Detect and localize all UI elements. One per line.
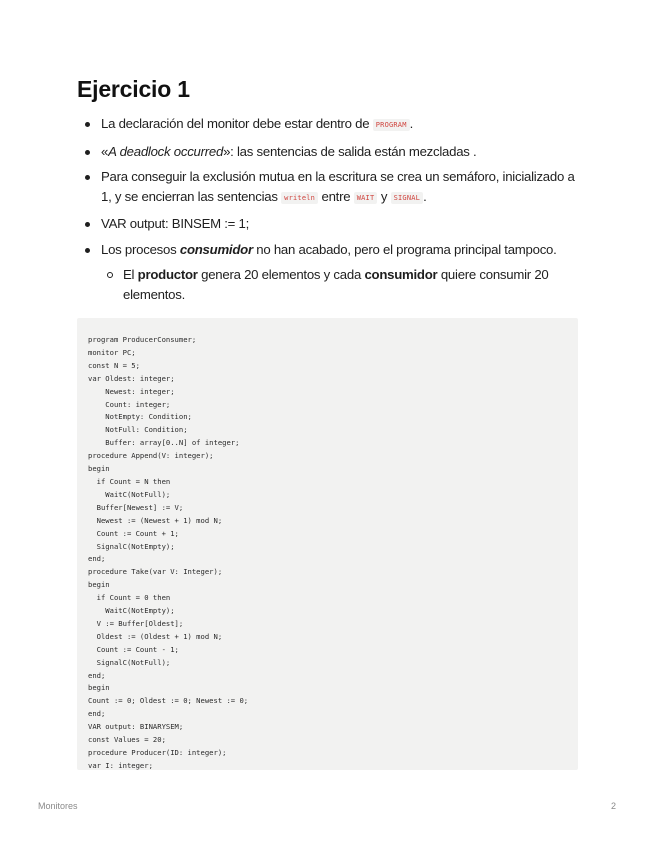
sub-list-item [101, 265, 577, 304]
list-item [77, 142, 577, 162]
inline-code: writeln [281, 192, 318, 204]
list-item [77, 167, 577, 208]
list-item [77, 214, 577, 234]
sub-text: quiere consumir 20 elementos. [123, 267, 549, 302]
bullet-text: : las sentencias de salida están mezcladas . [230, 143, 477, 159]
page-title: Ejercicio 1 [77, 76, 190, 102]
italic-text: A deadlock occurred [108, 143, 224, 159]
code-content: program ProducerConsumer; monitor PC; const N = 5; var Oldest: integer; Newest: integer; Count: integer; NotEmpty: Condition; NotFull: Condition; Buffer: array[0..N] of integer; procedure Append(V: integer); begin if Count = N then WaitC(NotFull); Buffer[Newest] := V; Newest := (Newest + 1) mod N; Count := Count + 1; SignalC(NotEmpty); end; procedure Take(var V: Integer); begin if Count = 0 then WaitC(NotEmpty); V := Buffer[Oldest]; Oldest := (Oldest + 1) mod N; Count := Count - 1; SignalC(NotFull); end; begin Count := 0; Oldest := 0; Newest := 0; end; VAR output: BINARYSEM; const Values = 20; procedure Producer(ID: integer); var I: integer; [88, 335, 249, 770]
list-item [77, 240, 577, 305]
bullet-text-tail: . [409, 116, 414, 131]
inline-code: PROGRAM [373, 119, 410, 131]
bullet-text-tail: . [423, 188, 427, 204]
bullet-text: Para conseguir la exclusión mutua en la escritura se crea un semáforo, inicializado a 1, y se encierran las sentencias [101, 169, 575, 204]
code-block [77, 318, 578, 770]
footer-section-title: Monitores [38, 801, 78, 811]
sub-list [101, 265, 577, 304]
bullet-text-mid: entre [321, 188, 351, 204]
inline-code: WAIT [354, 192, 378, 204]
bullet-text: Los procesos [101, 241, 177, 257]
bold-text: productor [137, 267, 198, 282]
inline-code: SIGNAL [391, 192, 424, 204]
bold-italic-text: consumidor [179, 241, 253, 257]
sub-text: genera 20 elementos y cada [201, 267, 362, 282]
bullet-text: VAR output: BINSEM := 1; [101, 216, 250, 231]
bold-text: consumidor [364, 267, 438, 282]
bullet-text: no han acabado, pero el programa principal tampoco. [256, 241, 557, 257]
list-item [77, 114, 577, 136]
bullet-list [77, 114, 577, 310]
quote-open: « [101, 143, 109, 159]
quote-close: » [223, 143, 231, 159]
bullet-text-mid: y [380, 188, 388, 204]
sub-text: El [123, 267, 135, 282]
page-number: 2 [610, 801, 616, 811]
bullet-text: La declaración del monitor debe estar dentro de [101, 116, 370, 131]
